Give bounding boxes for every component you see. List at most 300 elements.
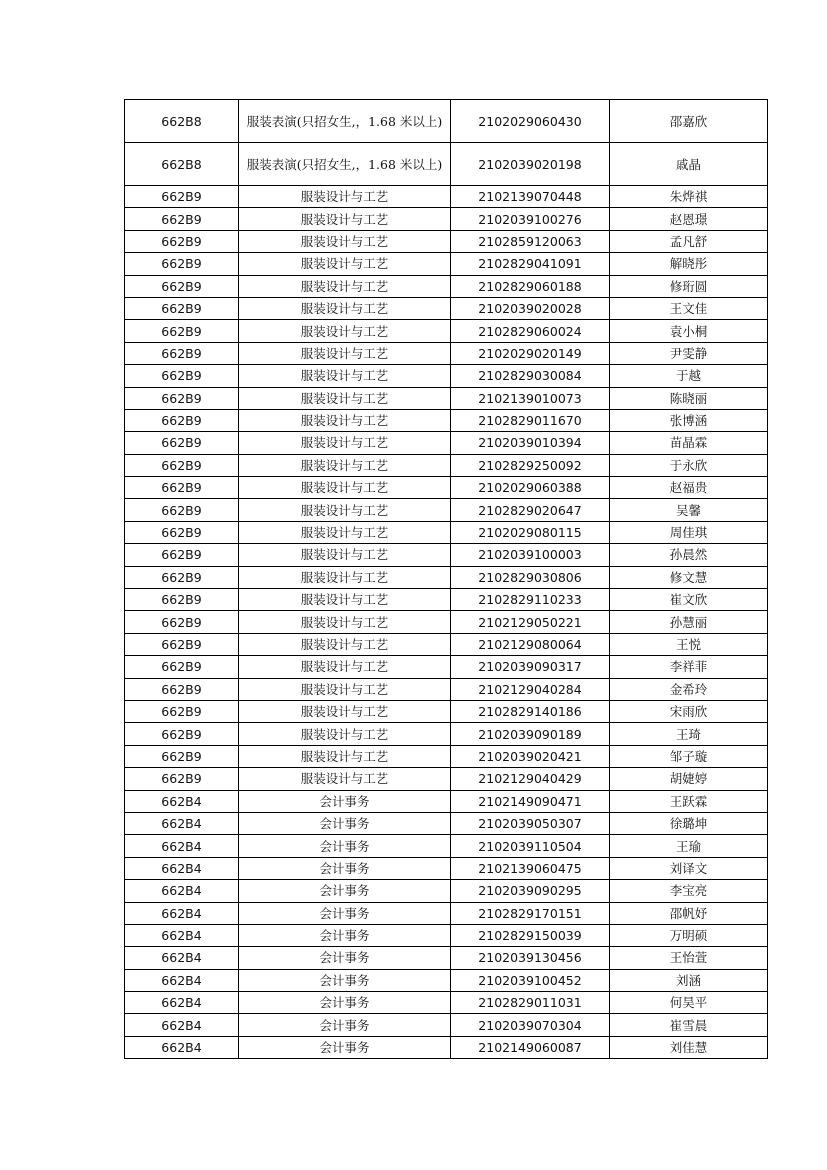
row-major-cell bbox=[239, 835, 451, 857]
row-name-text: 刘佳慧 bbox=[669, 1040, 708, 1056]
row-name-text: 于越 bbox=[675, 368, 701, 384]
row-exam-id-cell bbox=[451, 100, 610, 143]
row-name-cell bbox=[610, 499, 768, 521]
row-major-text: 会计事务 bbox=[319, 950, 370, 966]
row-exam-id-text: 2102829020647 bbox=[478, 502, 582, 518]
row-code-text: 662B4 bbox=[161, 905, 202, 921]
row-code-cell bbox=[125, 857, 239, 879]
row-name-cell bbox=[610, 521, 768, 543]
row-exam-id-text: 2102829041091 bbox=[478, 256, 582, 272]
row-exam-id-text: 2102829060024 bbox=[478, 323, 582, 339]
row-exam-id-cell bbox=[451, 700, 610, 722]
row-code-text: 662B4 bbox=[161, 883, 202, 899]
row-name-cell bbox=[610, 969, 768, 991]
row-major-cell bbox=[239, 409, 451, 431]
row-exam-id-text: 2102829060188 bbox=[478, 278, 582, 294]
row-major-text: 会计事务 bbox=[319, 928, 370, 944]
table-row bbox=[125, 253, 768, 275]
row-exam-id-text: 2102039090317 bbox=[478, 659, 582, 675]
row-name-cell bbox=[610, 544, 768, 566]
row-code-cell bbox=[125, 432, 239, 454]
row-name-cell bbox=[610, 902, 768, 924]
row-code-text: 662B4 bbox=[161, 972, 202, 988]
row-major-text: 服装设计与工艺 bbox=[300, 233, 389, 249]
row-exam-id-cell bbox=[451, 611, 610, 633]
row-major-text: 服装设计与工艺 bbox=[300, 368, 389, 384]
table-row bbox=[125, 186, 768, 208]
row-name-text: 宋雨欣 bbox=[669, 704, 708, 720]
row-major-cell bbox=[239, 186, 451, 208]
row-exam-id-text: 2102129040284 bbox=[478, 681, 582, 697]
row-name-cell bbox=[610, 880, 768, 902]
row-name-text: 崔文欣 bbox=[669, 592, 708, 608]
row-major-text: 服装设计与工艺 bbox=[300, 301, 389, 317]
row-code-cell bbox=[125, 790, 239, 812]
row-name-cell bbox=[610, 387, 768, 409]
row-major-text: 服装设计与工艺 bbox=[300, 413, 389, 429]
row-code-cell bbox=[125, 880, 239, 902]
row-major-text: 服装设计与工艺 bbox=[300, 569, 389, 585]
table-row bbox=[125, 297, 768, 319]
row-major-text: 会计事务 bbox=[319, 793, 370, 809]
row-major-cell bbox=[239, 1014, 451, 1036]
row-major-cell bbox=[239, 768, 451, 790]
row-name-text: 万明硕 bbox=[669, 928, 708, 944]
row-code-text: 662B4 bbox=[161, 838, 202, 854]
row-name-cell bbox=[610, 1036, 768, 1058]
row-name-text: 何昊平 bbox=[669, 995, 708, 1011]
row-code-text: 662B9 bbox=[161, 323, 202, 339]
row-major-cell bbox=[239, 499, 451, 521]
row-name-text: 张博涵 bbox=[669, 413, 708, 429]
row-exam-id-text: 2102029020149 bbox=[478, 345, 582, 361]
row-code-cell bbox=[125, 656, 239, 678]
row-exam-id-text: 2102029060430 bbox=[478, 113, 582, 129]
row-code-text: 662B9 bbox=[161, 390, 202, 406]
row-name-cell bbox=[610, 409, 768, 431]
row-exam-id-text: 2102829140186 bbox=[478, 704, 582, 720]
row-code-text: 662B9 bbox=[161, 345, 202, 361]
row-major-text: 服装设计与工艺 bbox=[300, 748, 389, 764]
row-exam-id-text: 2102039100003 bbox=[478, 547, 582, 563]
row-code-cell bbox=[125, 768, 239, 790]
row-code-text: 662B4 bbox=[161, 816, 202, 832]
table-row bbox=[125, 230, 768, 252]
row-code-text: 662B9 bbox=[161, 457, 202, 473]
row-exam-id-cell bbox=[451, 477, 610, 499]
row-exam-id-cell bbox=[451, 521, 610, 543]
row-exam-id-cell bbox=[451, 365, 610, 387]
row-major-text: 服装设计与工艺 bbox=[300, 211, 389, 227]
row-name-cell bbox=[610, 700, 768, 722]
row-code-text: 662B9 bbox=[161, 368, 202, 384]
row-code-cell bbox=[125, 1014, 239, 1036]
row-major-cell bbox=[239, 812, 451, 834]
row-major-cell bbox=[239, 723, 451, 745]
row-name-text: 孙晨然 bbox=[669, 547, 708, 563]
row-name-text: 王文佳 bbox=[669, 301, 708, 317]
table-row bbox=[125, 992, 768, 1014]
row-exam-id-text: 2102129040429 bbox=[478, 771, 582, 787]
row-name-cell bbox=[610, 723, 768, 745]
row-name-text: 刘涵 bbox=[675, 972, 701, 988]
row-name-cell bbox=[610, 100, 768, 143]
row-code-cell bbox=[125, 477, 239, 499]
row-exam-id-text: 2102029080115 bbox=[478, 525, 582, 541]
row-exam-id-cell bbox=[451, 253, 610, 275]
table-row bbox=[125, 499, 768, 521]
row-major-text: 服装表演(只招女生,，1.68 米以上) bbox=[246, 113, 443, 129]
table-row bbox=[125, 409, 768, 431]
row-name-cell bbox=[610, 924, 768, 946]
row-major-text: 会计事务 bbox=[319, 816, 370, 832]
row-major-text: 会计事务 bbox=[319, 1040, 370, 1056]
row-major-text: 服装设计与工艺 bbox=[300, 435, 389, 451]
row-exam-id-cell bbox=[451, 880, 610, 902]
row-exam-id-text: 2102149090471 bbox=[478, 793, 582, 809]
row-exam-id-cell bbox=[451, 297, 610, 319]
row-major-text: 服装设计与工艺 bbox=[300, 659, 389, 675]
row-name-cell bbox=[610, 589, 768, 611]
table-row bbox=[125, 790, 768, 812]
row-name-cell bbox=[610, 365, 768, 387]
table-row bbox=[125, 723, 768, 745]
row-name-cell bbox=[610, 745, 768, 767]
row-exam-id-cell bbox=[451, 745, 610, 767]
row-code-text: 662B9 bbox=[161, 592, 202, 608]
row-major-cell bbox=[239, 477, 451, 499]
table-row bbox=[125, 700, 768, 722]
row-code-text: 662B9 bbox=[161, 435, 202, 451]
table-row bbox=[125, 880, 768, 902]
row-major-text: 服装设计与工艺 bbox=[300, 480, 389, 496]
row-exam-id-cell bbox=[451, 1014, 610, 1036]
row-name-cell bbox=[610, 611, 768, 633]
row-exam-id-text: 2102039070304 bbox=[478, 1017, 582, 1033]
row-code-cell bbox=[125, 589, 239, 611]
row-code-text: 662B9 bbox=[161, 748, 202, 764]
row-code-text: 662B4 bbox=[161, 995, 202, 1011]
row-major-cell bbox=[239, 857, 451, 879]
row-code-cell bbox=[125, 924, 239, 946]
table-row bbox=[125, 633, 768, 655]
row-major-cell bbox=[239, 745, 451, 767]
table-row bbox=[125, 835, 768, 857]
row-major-text: 会计事务 bbox=[319, 995, 370, 1011]
row-exam-id-text: 2102139060475 bbox=[478, 860, 582, 876]
row-code-text: 662B9 bbox=[161, 502, 202, 518]
row-major-cell bbox=[239, 1036, 451, 1058]
row-code-text: 662B9 bbox=[161, 547, 202, 563]
row-major-cell bbox=[239, 880, 451, 902]
row-name-text: 金希玲 bbox=[669, 681, 708, 697]
row-major-cell bbox=[239, 992, 451, 1014]
row-exam-id-cell bbox=[451, 143, 610, 186]
row-major-text: 服装设计与工艺 bbox=[300, 681, 389, 697]
table-row bbox=[125, 387, 768, 409]
row-exam-id-text: 2102039090189 bbox=[478, 726, 582, 742]
row-code-cell bbox=[125, 100, 239, 143]
row-name-cell bbox=[610, 947, 768, 969]
row-code-cell bbox=[125, 409, 239, 431]
row-exam-id-cell bbox=[451, 1036, 610, 1058]
admission-list-table bbox=[124, 99, 768, 1059]
row-exam-id-text: 2102829030084 bbox=[478, 368, 582, 384]
row-code-cell bbox=[125, 230, 239, 252]
row-exam-id-cell bbox=[451, 768, 610, 790]
row-code-cell bbox=[125, 992, 239, 1014]
row-code-cell bbox=[125, 342, 239, 364]
row-major-cell bbox=[239, 275, 451, 297]
row-code-cell bbox=[125, 812, 239, 834]
row-exam-id-text: 2102039050307 bbox=[478, 816, 582, 832]
row-code-text: 662B9 bbox=[161, 704, 202, 720]
row-major-cell bbox=[239, 432, 451, 454]
row-name-cell bbox=[610, 253, 768, 275]
row-exam-id-text: 2102139010073 bbox=[478, 390, 582, 406]
row-major-text: 服装设计与工艺 bbox=[300, 592, 389, 608]
row-exam-id-text: 2102039010394 bbox=[478, 435, 582, 451]
row-major-cell bbox=[239, 253, 451, 275]
row-name-text: 尹雯静 bbox=[669, 345, 708, 361]
row-name-text: 王跃霖 bbox=[669, 793, 708, 809]
row-name-cell bbox=[610, 432, 768, 454]
row-major-cell bbox=[239, 297, 451, 319]
table-row bbox=[125, 947, 768, 969]
row-code-text: 662B9 bbox=[161, 637, 202, 652]
row-name-text: 崔雪晨 bbox=[669, 1017, 708, 1033]
row-name-text: 胡婕婷 bbox=[669, 771, 708, 787]
row-code-cell bbox=[125, 544, 239, 566]
row-name-text: 修珩圆 bbox=[669, 278, 708, 294]
row-name-cell bbox=[610, 275, 768, 297]
row-major-text: 服装设计与工艺 bbox=[300, 614, 389, 630]
table-row bbox=[125, 812, 768, 834]
row-major-cell bbox=[239, 544, 451, 566]
row-exam-id-cell bbox=[451, 857, 610, 879]
row-code-text: 662B4 bbox=[161, 1040, 202, 1056]
row-exam-id-text: 2102829150039 bbox=[478, 928, 582, 944]
row-name-text: 解晓彤 bbox=[669, 256, 708, 272]
row-code-text: 662B9 bbox=[161, 301, 202, 317]
row-major-text: 服装设计与工艺 bbox=[300, 345, 389, 361]
row-exam-id-text: 2102039020028 bbox=[478, 301, 582, 317]
row-name-text: 王琦 bbox=[675, 726, 701, 742]
row-major-cell bbox=[239, 633, 451, 655]
row-code-text: 662B9 bbox=[161, 480, 202, 496]
row-major-cell bbox=[239, 924, 451, 946]
row-code-text: 662B9 bbox=[161, 189, 202, 205]
row-code-cell bbox=[125, 253, 239, 275]
row-exam-id-cell bbox=[451, 656, 610, 678]
row-major-text: 服装设计与工艺 bbox=[300, 256, 389, 272]
row-code-cell bbox=[125, 835, 239, 857]
row-exam-id-cell bbox=[451, 835, 610, 857]
row-major-text: 服装设计与工艺 bbox=[300, 278, 389, 294]
row-name-cell bbox=[610, 857, 768, 879]
table-row bbox=[125, 477, 768, 499]
row-code-text: 662B9 bbox=[161, 525, 202, 541]
row-code-text: 662B9 bbox=[161, 681, 202, 697]
table-row bbox=[125, 566, 768, 588]
row-major-cell bbox=[239, 566, 451, 588]
row-code-cell bbox=[125, 365, 239, 387]
row-name-cell bbox=[610, 835, 768, 857]
row-name-cell bbox=[610, 143, 768, 186]
row-exam-id-cell bbox=[451, 812, 610, 834]
row-major-text: 服装设计与工艺 bbox=[300, 704, 389, 720]
row-name-cell bbox=[610, 454, 768, 476]
row-exam-id-cell bbox=[451, 342, 610, 364]
row-code-text: 662B9 bbox=[161, 569, 202, 585]
row-code-cell bbox=[125, 499, 239, 521]
row-code-text: 662B4 bbox=[161, 860, 202, 876]
row-code-cell bbox=[125, 186, 239, 208]
row-code-cell bbox=[125, 454, 239, 476]
row-code-cell bbox=[125, 275, 239, 297]
row-exam-id-cell bbox=[451, 208, 610, 230]
row-name-cell bbox=[610, 1014, 768, 1036]
row-major-cell bbox=[239, 143, 451, 186]
row-major-cell bbox=[239, 902, 451, 924]
row-name-cell bbox=[610, 208, 768, 230]
row-code-text: 662B9 bbox=[161, 659, 202, 675]
table-row bbox=[125, 857, 768, 879]
row-major-text: 服装设计与工艺 bbox=[300, 457, 389, 473]
row-code-text: 662B9 bbox=[161, 278, 202, 294]
row-exam-id-cell bbox=[451, 186, 610, 208]
row-code-text: 662B9 bbox=[161, 233, 202, 249]
row-code-cell bbox=[125, 1036, 239, 1058]
row-exam-id-cell bbox=[451, 275, 610, 297]
row-exam-id-cell bbox=[451, 387, 610, 409]
row-exam-id-cell bbox=[451, 790, 610, 812]
table-row bbox=[125, 521, 768, 543]
table-row bbox=[125, 924, 768, 946]
row-name-text: 孟凡舒 bbox=[669, 233, 708, 249]
row-code-cell bbox=[125, 521, 239, 543]
row-name-text: 赵恩璟 bbox=[669, 211, 708, 227]
table-row bbox=[125, 342, 768, 364]
row-major-text: 服装设计与工艺 bbox=[300, 525, 389, 541]
row-name-text: 刘译文 bbox=[669, 860, 708, 876]
row-code-cell bbox=[125, 387, 239, 409]
row-code-cell bbox=[125, 947, 239, 969]
row-major-cell bbox=[239, 387, 451, 409]
row-major-cell bbox=[239, 230, 451, 252]
row-name-text: 朱烨祺 bbox=[669, 189, 708, 205]
row-code-cell bbox=[125, 143, 239, 186]
row-major-cell bbox=[239, 947, 451, 969]
row-code-cell bbox=[125, 208, 239, 230]
row-name-text: 陈晓丽 bbox=[669, 390, 708, 406]
row-exam-id-cell bbox=[451, 589, 610, 611]
row-code-cell bbox=[125, 700, 239, 722]
row-code-text: 662B9 bbox=[161, 211, 202, 227]
table-row bbox=[125, 611, 768, 633]
row-name-cell bbox=[610, 230, 768, 252]
table-body bbox=[125, 100, 768, 1059]
row-exam-id-cell bbox=[451, 924, 610, 946]
row-major-text: 服装设计与工艺 bbox=[300, 390, 389, 406]
row-exam-id-cell bbox=[451, 320, 610, 342]
table-row bbox=[125, 745, 768, 767]
row-name-cell bbox=[610, 633, 768, 655]
row-exam-id-cell bbox=[451, 947, 610, 969]
row-major-cell bbox=[239, 342, 451, 364]
row-major-text: 服装表演(只招女生,，1.68 米以上) bbox=[246, 156, 443, 172]
row-exam-id-text: 2102829011031 bbox=[478, 995, 582, 1011]
row-exam-id-cell bbox=[451, 902, 610, 924]
row-exam-id-text: 2102149060087 bbox=[478, 1040, 582, 1056]
row-name-cell bbox=[610, 186, 768, 208]
table-row bbox=[125, 432, 768, 454]
row-major-text: 服装设计与工艺 bbox=[300, 547, 389, 563]
row-name-text: 李祥菲 bbox=[669, 659, 708, 675]
row-name-text: 苗晶霖 bbox=[669, 435, 708, 451]
row-major-text: 会计事务 bbox=[319, 905, 370, 921]
table-row bbox=[125, 902, 768, 924]
row-major-text: 服装设计与工艺 bbox=[300, 726, 389, 742]
row-name-text: 戚晶 bbox=[675, 156, 701, 172]
row-name-text: 徐璐坤 bbox=[669, 816, 708, 832]
row-name-cell bbox=[610, 320, 768, 342]
row-name-text: 王瑜 bbox=[675, 838, 701, 854]
row-major-text: 会计事务 bbox=[319, 838, 370, 854]
row-major-cell bbox=[239, 969, 451, 991]
row-code-text: 662B9 bbox=[161, 413, 202, 429]
row-code-cell bbox=[125, 566, 239, 588]
row-major-cell bbox=[239, 790, 451, 812]
row-name-text: 赵福贵 bbox=[669, 480, 708, 496]
row-major-cell bbox=[239, 320, 451, 342]
row-exam-id-cell bbox=[451, 969, 610, 991]
table-row bbox=[125, 275, 768, 297]
row-exam-id-cell bbox=[451, 409, 610, 431]
table-row bbox=[125, 1036, 768, 1058]
row-exam-id-text: 2102129080064 bbox=[478, 637, 582, 652]
row-name-text: 邵帆妤 bbox=[669, 905, 708, 921]
row-name-cell bbox=[610, 342, 768, 364]
row-exam-id-text: 2102039020198 bbox=[478, 156, 582, 172]
row-major-text: 服装设计与工艺 bbox=[300, 771, 389, 787]
row-name-text: 孙慧丽 bbox=[669, 614, 708, 630]
table-row bbox=[125, 320, 768, 342]
row-major-cell bbox=[239, 454, 451, 476]
row-major-cell bbox=[239, 208, 451, 230]
row-major-cell bbox=[239, 611, 451, 633]
row-exam-id-cell bbox=[451, 230, 610, 252]
row-name-cell bbox=[610, 477, 768, 499]
row-code-text: 662B9 bbox=[161, 256, 202, 272]
row-major-text: 服装设计与工艺 bbox=[300, 502, 389, 518]
row-name-text: 王怡萱 bbox=[669, 950, 708, 966]
row-code-text: 662B4 bbox=[161, 928, 202, 944]
row-exam-id-cell bbox=[451, 432, 610, 454]
row-code-text: 662B8 bbox=[161, 156, 202, 172]
table-row bbox=[125, 100, 768, 143]
table-row bbox=[125, 208, 768, 230]
row-code-text: 662B9 bbox=[161, 771, 202, 787]
row-exam-id-text: 2102829170151 bbox=[478, 905, 582, 921]
row-exam-id-text: 2102039020421 bbox=[478, 748, 582, 764]
row-code-text: 662B4 bbox=[161, 1017, 202, 1033]
row-exam-id-cell bbox=[451, 723, 610, 745]
row-name-text: 袁小桐 bbox=[669, 323, 708, 339]
row-exam-id-text: 2102829250092 bbox=[478, 457, 582, 473]
row-code-cell bbox=[125, 902, 239, 924]
row-code-cell bbox=[125, 969, 239, 991]
